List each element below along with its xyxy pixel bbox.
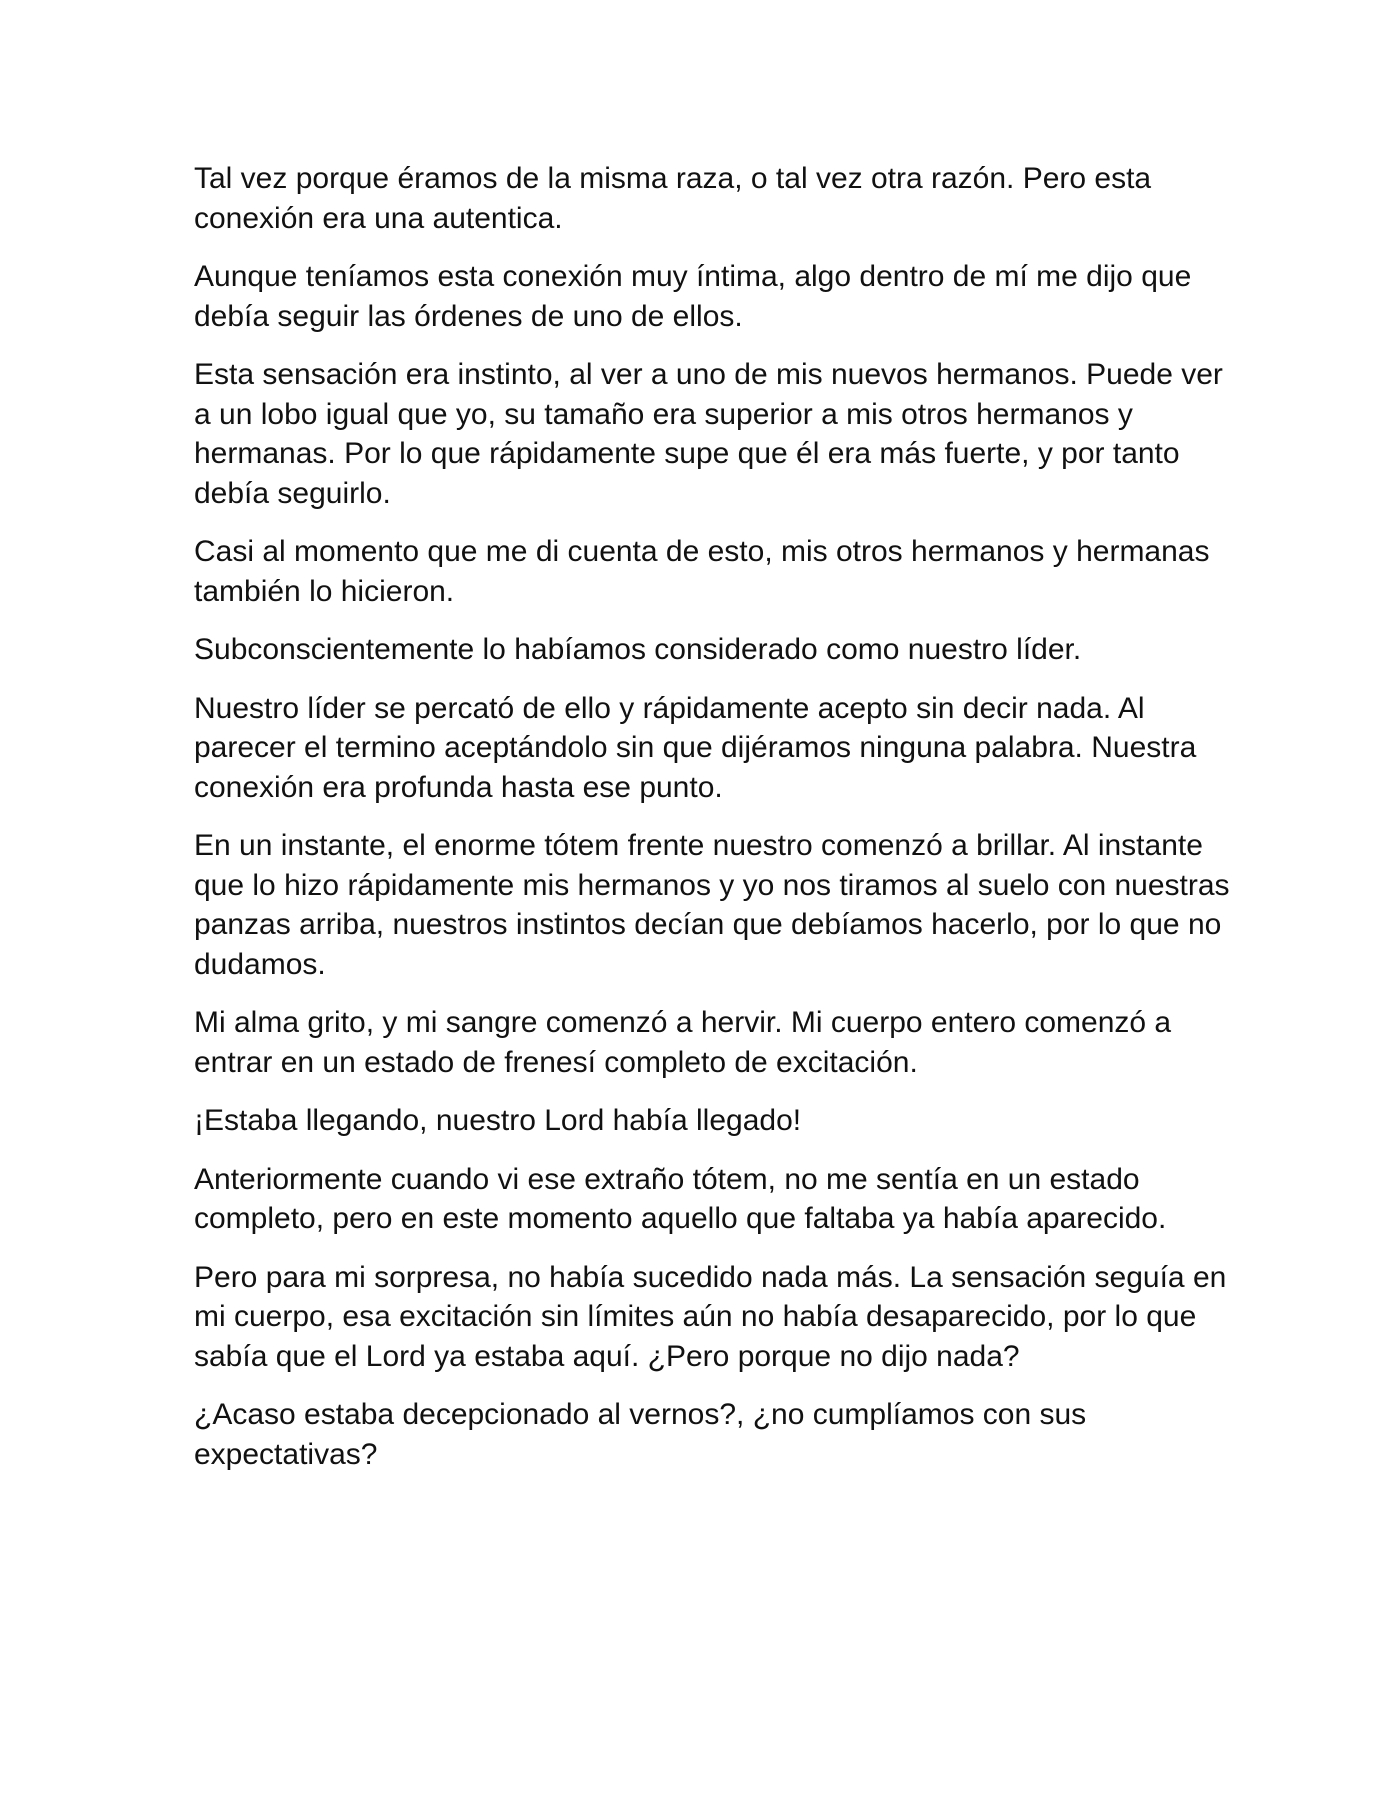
paragraph: Mi alma grito, y mi sangre comenzó a hervir. Mi cuerpo entero comenzó a entrar en un estado de frenesí completo de excitación. <box>194 1006 1172 1079</box>
paragraph: ¡Estaba llegando, nuestro Lord había llegado! <box>194 1104 802 1137</box>
paragraph: Nuestro líder se percató de ello y rápidamente acepto sin decir nada. Al parecer el termino aceptándolo sin que dijéramos ninguna palabra. Nuestra conexión era profunda hasta ese punto. <box>194 691 1197 804</box>
document-body <box>194 159 1234 1493</box>
paragraph: Pero para mi sorpresa, no había sucedido nada más. La sensación seguía en mi cuerpo, esa excitación sin límites aún no había desaparecido, por lo que sabía que el Lord ya estaba aquí. ¿Pero porque no dijo nada? <box>194 1260 1227 1373</box>
paragraph: Casi al momento que me di cuenta de esto, mis otros hermanos y hermanas también lo hicieron. <box>194 535 1210 608</box>
paragraph: En un instante, el enorme tótem frente nuestro comenzó a brillar. Al instante que lo hizo rápidamente mis hermanos y yo nos tiramos al suelo con nuestras panzas arriba, nuestros instintos decían que debíamos hacerlo, por lo que no dudamos. <box>194 829 1230 981</box>
paragraph: Tal vez porque éramos de la misma raza, o tal vez otra razón. Pero esta conexión era una autentica. <box>194 162 1152 235</box>
paragraph: ¿Acaso estaba decepcionado al vernos?, ¿no cumplíamos con sus expectativas? <box>194 1398 1087 1471</box>
paragraph: Esta sensación era instinto, al ver a uno de mis nuevos hermanos. Puede ver a un lobo igual que yo, su tamaño era superior a mis otros hermanos y hermanas. Por lo que rápidamente supe que él era más fuerte, y por tanto debía seguirlo. <box>194 358 1223 510</box>
paragraph: Anteriormente cuando vi ese extraño tótem, no me sentía en un estado completo, pero en este momento aquello que faltaba ya había aparecido. <box>194 1162 1167 1235</box>
paragraph: Aunque teníamos esta conexión muy íntima, algo dentro de mí me dijo que debía seguir las órdenes de uno de ellos. <box>194 260 1192 333</box>
paragraph: Subconscientemente lo habíamos considerado como nuestro líder. <box>194 633 1082 666</box>
